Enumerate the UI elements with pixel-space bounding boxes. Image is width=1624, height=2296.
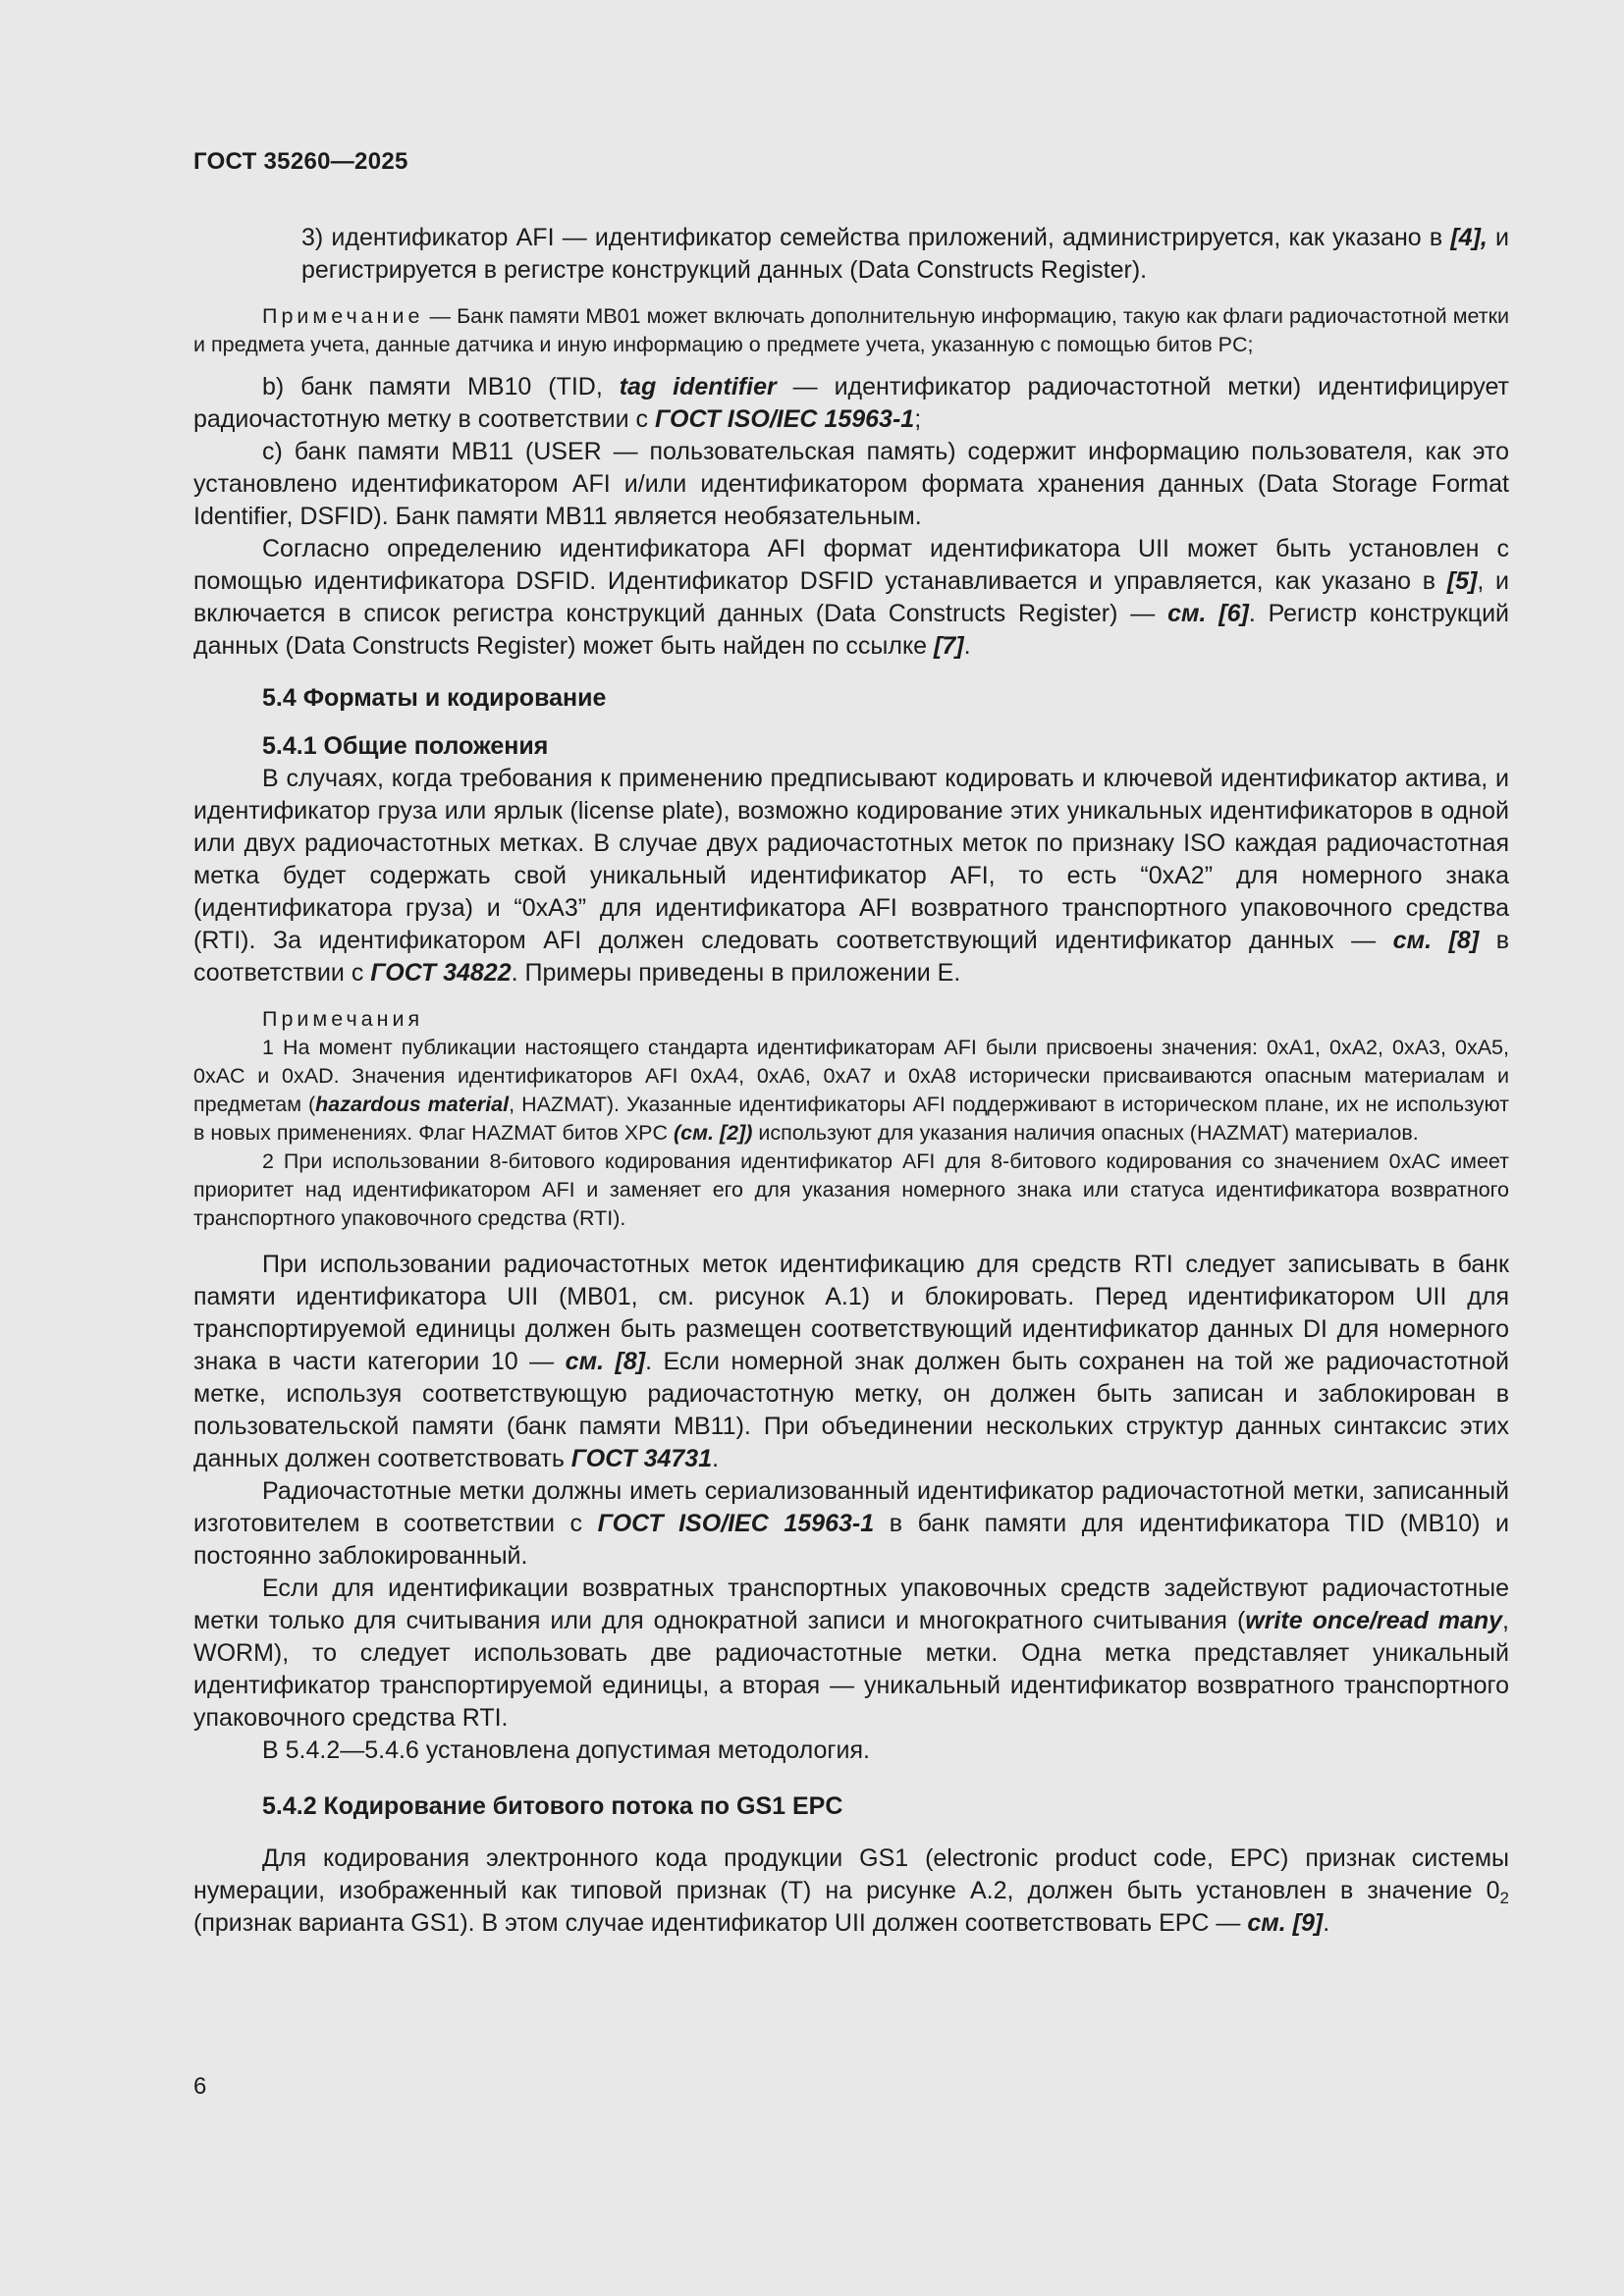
reference-link: [4], [1450,224,1488,251]
text: (признак варианта GS1). В этом случае идентификатор UII должен соответствовать EPC — [193,1909,1248,1937]
text: 3) идентификатор AFI — идентификатор семейства приложений, администрируется, как указано в [301,224,1451,251]
text: . Регистр конструкций данных (Data Constructs Register) может быть найден по ссылке [193,600,1510,660]
list-item-b [193,371,1509,436]
standard-reference: ГОСТ 34822 [370,959,512,987]
text: ; [914,405,922,433]
standard-reference: ГОСТ ISO/IEC 15963-1 [597,1510,875,1537]
note-label: Примечание [262,304,424,328]
text: При использовании радиочастотных меток идентификацию для средств RTI следует записывать в банк памяти идентификатора UII (MB01, см. рисунок А.1) и блокировать. Перед идентификатором UII для транспортируемой единицы должен быть размещен соответствующий идентификатор данных DI для номерного знака в части категории 10 — [193,1251,1509,1375]
note-mb01 [193,302,1509,359]
paragraph-rti-tags [193,1249,1509,1475]
reference-link: см. [8] [1392,927,1480,954]
text: Для кодирования электронного кода продукции GS1 (electronic product code, EPC) признак системы нумерации, изображенный как типовой признак (Т) на рисунке А.2, должен быть установлен в значение 0 [193,1844,1509,1904]
notes-heading: Примечания [262,1007,424,1031]
text: используют для указания наличия опасных (HAZMAT) материалов. [752,1121,1419,1145]
text: в банк памяти для идентификатора TID (MB10) и постоянно заблокированный. [193,1510,1509,1570]
text: . Если номерной знак должен быть сохранен на той же радиочастотной метке, используя соответствующую радиочастотную метку, он должен быть записан и заблокирован в пользовательской памяти (банк памяти MB11). При объединении нескольких структур данных синтаксис этих данных должен соответствовать [193,1348,1509,1472]
paragraph-gs1-epc [193,1842,1509,1940]
text: В случаях, когда требования к применению предписывают кодировать и ключевой идентификатор актива, и идентификатор груза или ярлык (license plate), возможно кодирование этих уникальных идентификаторов в одной или двух радиочастотных метках. В случае двух радиочастотных меток по признаку ISO каждая радиочастотная метка будет содержать свой уникальный идентификатор AFI, то есть “0xA2” для номерного знака (идентификатора груза) и “0xA3” для идентификатора AFI возвратного транспортного упаковочного средства (RTI). За идентификатором AFI должен следовать соответствующий идентификатор данных — [193,765,1509,954]
term: write once/read many [1245,1607,1503,1634]
term: hazardous material [315,1093,510,1116]
reference-link: [5] [1446,567,1478,595]
text: Если для идентификации возвратных транспортных упаковочных средств задействуют радиочастотные метки только для считывания или для однократной записи и многократного считывания ( [193,1575,1509,1634]
paragraph-cases [193,763,1509,989]
paragraph-serialized-tid [193,1475,1509,1573]
standard-reference: ГОСТ ISO/IEC 15963-1 [655,405,915,433]
list-item-afi [193,222,1509,287]
text: в соответствии с [193,927,1510,987]
text: . Примеры приведены в приложении Е. [511,959,961,987]
reference-link: см. [6] [1167,600,1249,627]
reference-link: см. [9] [1247,1909,1324,1937]
text: 1 На момент публикации настоящего стандарта идентификаторам AFI были присвоены значения: 0xA1, 0xA2, 0xA3, 0xA5, 0xAC и 0xAD. Значения идентификаторов AFI 0xA4, 0xA6, 0xA7 и 0xA8 исторически присваиваются опасным материалам и предметам ( [193,1036,1509,1116]
page-content [193,222,1509,1940]
note-2: 2 При использовании 8-битового кодирования идентификатор AFI для 8-битового кодирования со значением 0xAC имеет приоритет над идентификатором AFI и заменяет его для указания номерного знака или статуса идентификатора возвратного транспортного упаковочного средства (RTI). [193,1149,1509,1230]
text: b) банк памяти MB10 (TID, [262,373,620,400]
paragraph-dsfid [193,533,1509,663]
reference-link: [7] [934,632,964,660]
text: и регистрируется в регистре конструкций данных (Data Constructs Register). [301,224,1509,284]
document-code-header: ГОСТ 35260—2025 [193,148,408,175]
note-1 [193,1034,1509,1148]
text: . [1323,1909,1330,1937]
section-heading-5-4-2: 5.4.2 Кодирование битового потока по GS1 EPC [262,1792,843,1820]
subscript: 2 [1499,1889,1509,1907]
standard-reference: ГОСТ 34731 [570,1445,713,1472]
text: , WORM), то следует использовать две радиочастотные метки. Одна метка представляет уникальный идентификатор транспортируемой единицы, а вторая — уникальный идентификатор возвратного транспортного упаковочного средства RTI. [193,1607,1509,1732]
reference-link: см. [8] [565,1348,646,1375]
text: Согласно определению идентификатора AFI формат идентификатора UII может быть установлен с помощью идентификатора DSFID. Идентификатор DSFID устанавливается и управляется, как указано в [193,535,1509,595]
text: . [712,1445,720,1472]
term: tag identifier [619,373,777,400]
text: , HAZMAT). Указанные идентификаторы AFI поддерживают в историческом плане, их не используют в новых применениях. Флаг HAZMAT битов XPC [193,1093,1509,1145]
section-heading-5-4: 5.4 Форматы и кодирование [262,684,607,712]
text: , и включается в список регистра конструкций данных (Data Constructs Register) — [193,567,1510,627]
reference-link: (см. [2]) [674,1121,753,1145]
list-item-c: c) банк памяти MB11 (USER — пользовательская память) содержит информацию пользователя, как это установлено идентификатором AFI и/или идентификатором формата хранения данных (Data Storage Format Identifier, DSFID). Банк памяти MB11 является необязательным. [193,438,1509,530]
section-heading-5-4-1: 5.4.1 Общие положения [262,732,549,760]
note-text: — Банк памяти MB01 может включать дополнительную информацию, такую как флаги радиочастотной метки и предмета учета, данные датчика и иную информацию о предмете учета, указанную с помощью битов PC; [193,304,1509,356]
notes-label [193,1005,1509,1034]
text: — идентификатор радиочастотной метки) идентифицирует радиочастотную метку в соответствии с [193,373,1509,433]
text: . [963,632,971,660]
page-number: 6 [193,2073,207,2100]
paragraph-methodology: В 5.4.2—5.4.6 установлена допустимая методология. [262,1736,870,1764]
paragraph-worm [193,1573,1509,1735]
text: Радиочастотные метки должны иметь сериализованный идентификатор радиочастотной метки, записанный изготовителем в соответствии с [193,1477,1509,1537]
